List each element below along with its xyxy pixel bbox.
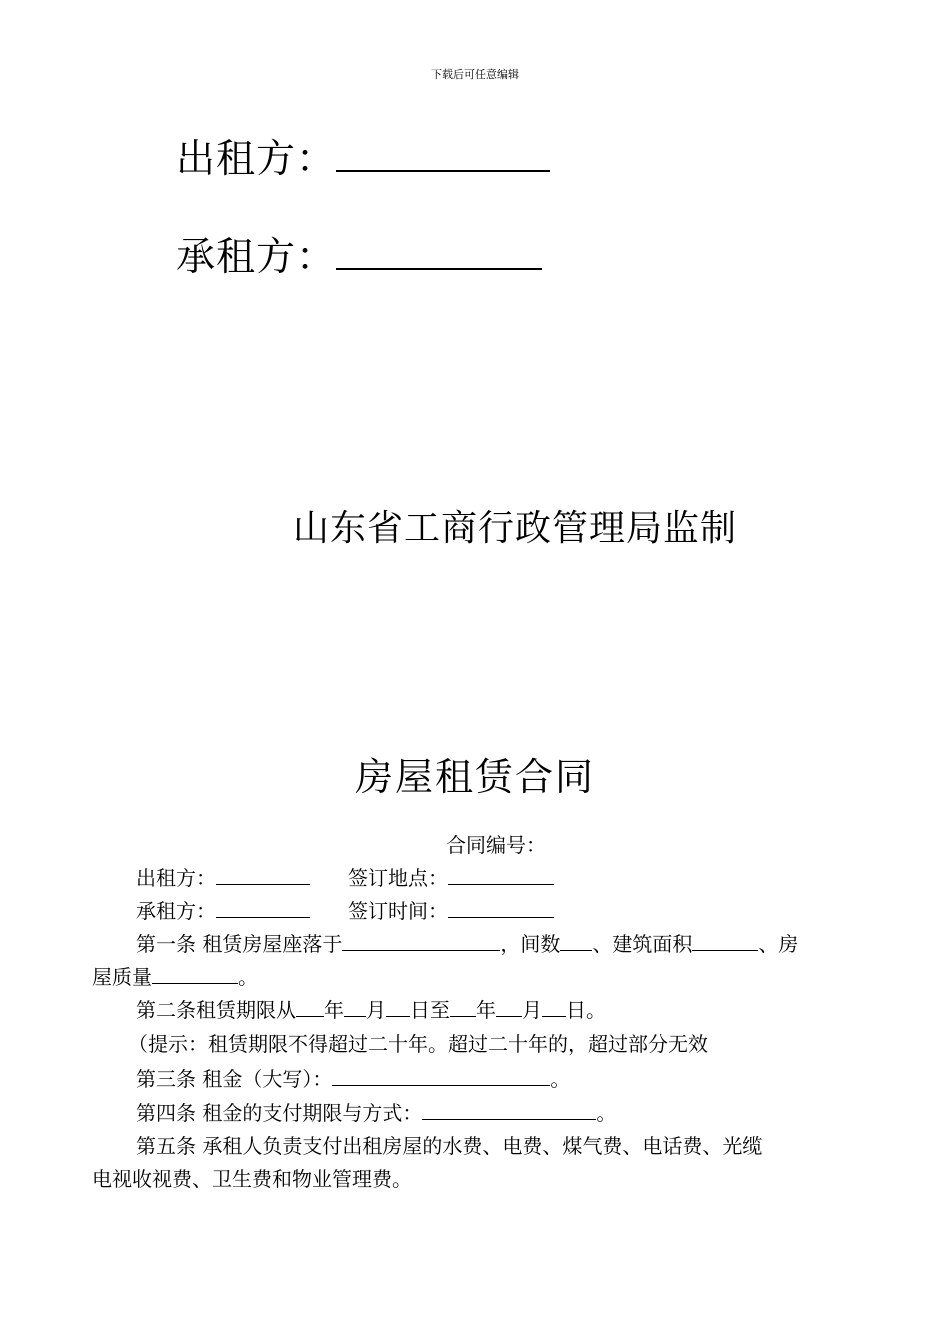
lease-term-hint: （提示：租赁期限不得超过二十年。超过二十年的，超过部分无效 (128, 1032, 708, 1056)
start-day-blank (386, 998, 410, 1017)
rooms-blank (560, 932, 592, 951)
area-blank (692, 932, 758, 951)
sign-place-row (348, 862, 554, 895)
lessor-label: 出租方： (136, 866, 216, 890)
art2-text-a: 第二条租赁期限从 (136, 998, 296, 1022)
cover-lessee-blank (336, 238, 542, 270)
rent-blank (332, 1067, 550, 1086)
art2-text-f: 月 (522, 998, 542, 1022)
quality-blank (152, 965, 238, 984)
location-blank (342, 932, 500, 951)
art2-text-b: 年 (324, 998, 344, 1022)
lessee-label: 承租方： (136, 899, 216, 923)
article-5-line-2: 电视收视费、卫生费和物业管理费。 (92, 1167, 412, 1191)
cover-lessee-label: 承租方： (176, 235, 337, 280)
contract-title: 房屋租赁合同 (354, 755, 595, 799)
lessee-blank (216, 899, 310, 918)
payment-blank (422, 1101, 596, 1120)
art1-text-e: 屋质量 (92, 965, 152, 989)
art1-text-b: ，间数 (500, 932, 561, 956)
art2-text-g: 日。 (566, 998, 606, 1022)
article-1-line-2 (92, 961, 258, 994)
end-day-blank (542, 998, 566, 1017)
cover-lessor-label: 出租方： (176, 137, 337, 182)
sign-place-blank (448, 866, 554, 885)
article-2 (136, 994, 606, 1027)
art2-text-e: 年 (476, 998, 496, 1022)
contract-number-label: 合同编号： (446, 833, 546, 857)
sign-time-blank (448, 899, 554, 918)
art2-text-c: 月 (366, 998, 386, 1022)
lessor-row (136, 862, 310, 895)
lessor-blank (216, 866, 310, 885)
lessee-row (136, 895, 310, 928)
cover-lessor-row (176, 128, 550, 184)
cover-lessee-row (176, 226, 542, 282)
sign-time-row (348, 895, 554, 928)
article-3 (136, 1063, 570, 1096)
end-year-blank (450, 998, 476, 1017)
start-year-blank (296, 998, 324, 1017)
header-note: 下载后可任意编辑 (431, 68, 519, 81)
art4-text-a: 第四条 租金的支付期限与方式： (136, 1101, 423, 1125)
sign-time-label: 签订时间： (348, 899, 448, 923)
sign-place-label: 签订地点： (348, 866, 448, 890)
end-month-blank (496, 998, 522, 1017)
art1-text-c: 、建筑面积 (592, 932, 693, 956)
start-month-blank (344, 998, 366, 1017)
article-4 (136, 1097, 616, 1130)
cover-lessor-blank (336, 140, 550, 172)
art1-text-a: 第一条 租赁房屋座落于 (136, 932, 343, 956)
art3-text-b: 。 (550, 1067, 571, 1091)
article-1-line-1 (136, 928, 798, 961)
art4-text-b: 。 (596, 1101, 617, 1125)
supervisor-text: 山东省工商行政管理局监制 (292, 508, 737, 549)
article-5-line-1: 第五条 承租人负责支付出租房屋的水费、电费、煤气费、电话费、光缆 (136, 1134, 763, 1158)
art2-text-d: 日至 (410, 998, 450, 1022)
art1-text-f: 。 (238, 965, 258, 989)
art3-text-a: 第三条 租金（大写）： (136, 1067, 333, 1091)
art1-text-d: 、房 (758, 932, 799, 956)
